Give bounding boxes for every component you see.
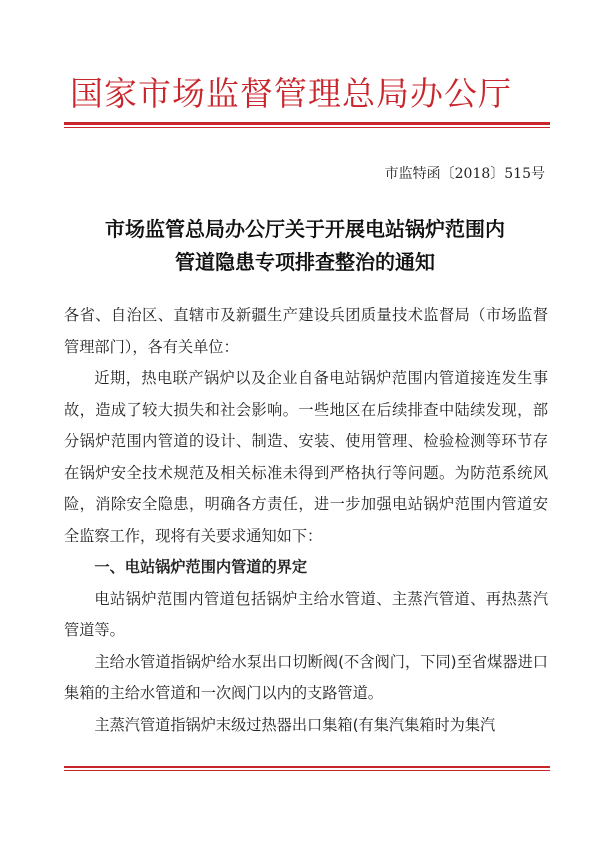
paragraph: 主蒸汽管道指锅炉末级过热器出口集箱(有集汽集箱时为集汽 xyxy=(94,715,496,734)
document-title-line: 管道隐患专项排查整治的通知 xyxy=(175,250,435,274)
footer-rule-thick xyxy=(64,766,550,768)
footer-rule-thin xyxy=(64,770,550,771)
document-title-line: 市场监管总局办公厅关于开展电站锅炉范围内 xyxy=(105,217,505,241)
document-number: 市监特函〔2018〕515号 xyxy=(384,166,545,182)
letterhead-rule-thin xyxy=(64,127,550,128)
section-heading: 一、电站锅炉范围内管道的界定 xyxy=(94,558,308,576)
document-title xyxy=(65,213,545,279)
addressee: 各省、自治区、直辖市及新疆生产建设兵团质量技术监督局（市场监督管理部门），各有关单位： xyxy=(64,306,548,356)
paragraph: 主给水管道指锅炉给水泵出口切断阀(不含阀门，下同)至省煤器进口集箱的主给水管道和一次阀门以内的支路管道。 xyxy=(64,652,548,702)
document-body xyxy=(64,300,548,741)
paragraph: 电站锅炉范围内管道包括锅炉主给水管道、主蒸汽管道、再热蒸汽管道等。 xyxy=(64,589,548,639)
letterhead-rule-thick xyxy=(64,122,550,125)
paragraph: 近期，热电联产锅炉以及企业自备电站锅炉范围内管道接连发生事故，造成了较大损失和社会影响。一些地区在后续排查中陆续发现，部分锅炉范围内管道的设计、制造、安装、使用管理、检验检测等环节存在锅炉安全技术规范及相关标准未得到严格执行等问题。为防范系统风险，消除安全隐患，明确各方责任，进一步加强电站锅炉范围内管道安全监察工作，现将有关要求通知如下： xyxy=(64,369,548,545)
letterhead-agency: 国家市场监督管理总局办公厅 xyxy=(70,74,512,113)
